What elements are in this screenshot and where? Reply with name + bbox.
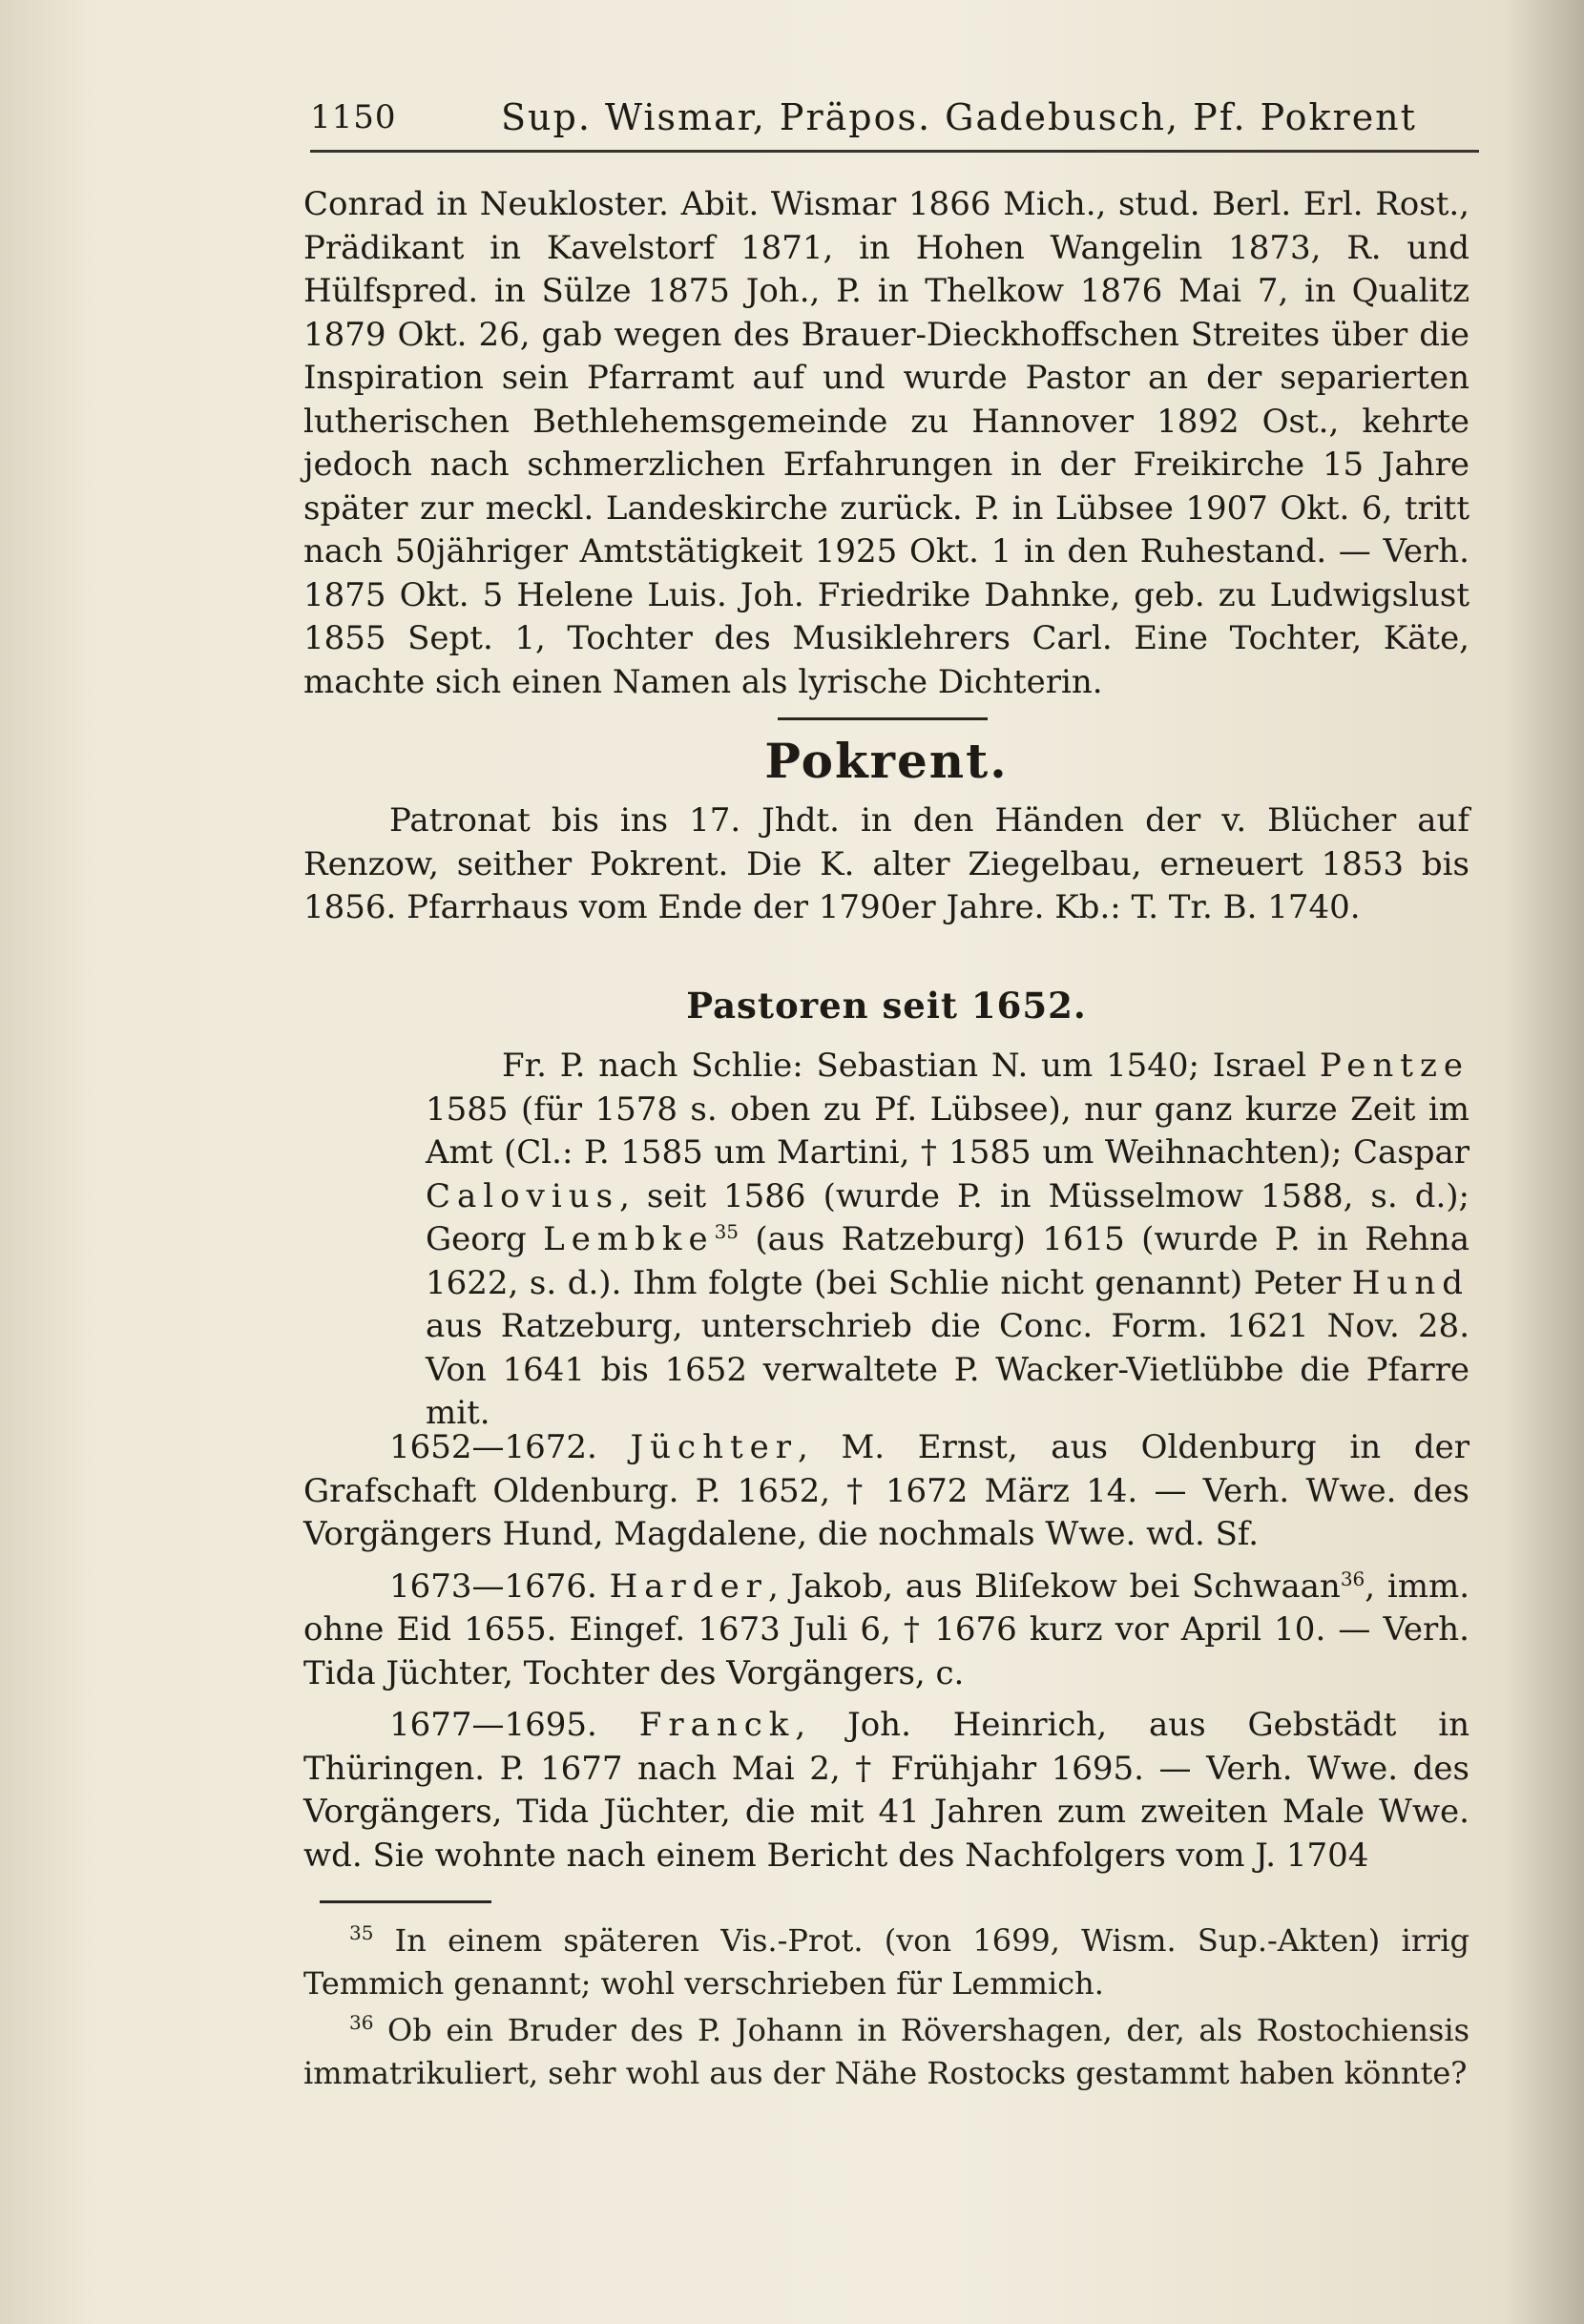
pastor-entry <box>303 1426 1469 1557</box>
note-text: 1585 (für 1578 s. oben zu Pf. Lübsee), nur ganz kurze Zeit im Amt (Cl.: P. 1585 um Martini, † 1585 um Weihnachten); Caspar <box>426 1089 1469 1172</box>
pastor-entry <box>303 1566 1469 1696</box>
pastor-name: Lembke <box>543 1220 715 1258</box>
section-intro <box>303 799 1469 930</box>
pastor-name: Hund <box>1351 1263 1469 1302</box>
entry-years: 1677—1695. <box>389 1706 639 1744</box>
intro-paragraph: Patronat bis ins 17. Jhdt. in den Händen der v. Blücher auf Renzow, seither Pokrent. Die K. alter Ziegelbau, erneuert 1853 bis 1856. Pfarrhaus vom Ende der 1790er Jahre. Kb.: T. Tr. B. 1740. <box>303 801 1469 926</box>
entry-text: , imm. ohne Eid 1655. Eingef. 1673 Juli 6, † 1676 kurz vor April 10. — Verh. Tida Jüchter, Tochter des Vorgängers, c. <box>303 1567 1470 1692</box>
earlier-pastors-note <box>426 1045 1469 1436</box>
pastor-name: Jüchter <box>630 1428 799 1466</box>
pastor-entry <box>303 1704 1469 1878</box>
note-text: Fr. P. nach Schlie: Sebastian N. um 1540; Israel <box>502 1047 1320 1085</box>
footnote <box>303 1919 1469 2005</box>
entry-text: , Jakob, aus Bliſekow bei Schwaan <box>767 1567 1341 1606</box>
entry-years: 1652—1672. <box>389 1428 631 1466</box>
section-title: Pokrent. <box>764 733 1009 789</box>
page-header <box>310 91 1479 153</box>
footnote-ref: 36 <box>1340 1567 1365 1590</box>
entry-text: , M. Ernst, aus Oldenburg in der Grafschaft Oldenburg. P. 1652, † 1672 März 14. — Verh. Wwe. des Vorgängers Hund, Magdalene, die nochmals Wwe. wd. Sf. <box>303 1428 1469 1553</box>
pastor-name: Harder <box>609 1567 768 1606</box>
note-text: aus Ratzeburg, unterschrieb die Conc. Form. 1621 Nov. 28. Von 1641 bis 1652 verwaltete P. Wacker-Vietlübbe die Pfarre mit. <box>426 1307 1469 1432</box>
footnote <box>303 2009 1469 2095</box>
footnote-mark: 36 <box>349 2011 374 2034</box>
footnote-ref: 35 <box>714 1220 740 1243</box>
footnote-rule <box>320 1900 491 1903</box>
note-text: (aus Ratzeburg) 1615 (wurde P. in Rehna 1622, s. d.). Ihm folgte (bei Schlie nicht genannt) Peter <box>426 1220 1470 1302</box>
continuation-text <box>303 183 1469 704</box>
pastors-subheading: Pastoren seit 1652. <box>686 985 1087 1027</box>
footnote-mark: 35 <box>349 1921 374 1944</box>
pastor-name: Franck <box>638 1706 796 1744</box>
footnote-text: Ob ein Bruder des P. Johann in Rövershagen, der, als Rostochiensis immatrikuliert, sehr wohl aus der Nähe Rostocks gestammt haben könnte? <box>303 2012 1469 2091</box>
running-title: Sup. Wismar, Präpos. Gadebusch, Pf. Pokrent <box>501 96 1417 138</box>
continuation-paragraph: Conrad in Neukloster. Abit. Wismar 1866 Mich., stud. Berl. Erl. Rost., Prädikant in Kavelstorf 1871, in Hohen Wangelin 1873, R. und Hülfspred. in Sülze 1875 Joh., P. in Thelkow 1876 Mai 7, in Qualitz 1879 Okt. 26, gab wegen des Brauer-Dieckhoffschen Streites über die Inspiration sein Pfarramt auf und wurde Pastor an der separierten lutherischen Bethlehemsgemeinde zu Hannover 1892 Ost., kehrte jedoch nach schmerzlichen Erfahrungen in der Freikirche 15 Jahre später zur meckl. Landeskirche zurück. P. in Lübsee 1907 Okt. 6, tritt nach 50jähriger Amtstätigkeit 1925 Okt. 1 in den Ruhestand. — Verh. 1875 Okt. 5 Helene Luis. Joh. Friedrike Dahnke, geb. zu Ludwigslust 1855 Sept. 1, Tochter des Musiklehrers Carl. Eine Tochter, Käte, machte sich einen Namen als lyrische Dichterin. <box>303 185 1469 701</box>
pastor-name: Pentze <box>1319 1047 1469 1085</box>
pastor-entries <box>303 1426 1469 1886</box>
earlier-pastors-paragraph <box>426 1045 1469 1436</box>
pastor-name: Calovius <box>426 1176 620 1215</box>
section-divider <box>778 717 988 720</box>
page-number: 1150 <box>310 98 397 136</box>
footnote-text: In einem späteren Vis.-Prot. (von 1699, Wism. Sup.-Akten) irrig Temmich genannt; wohl verschrieben für Lemmich. <box>303 1922 1469 2002</box>
entry-text: , Joh. Heinrich, aus Gebstädt in Thüringen. P. 1677 nach Mai 2, † Frühjahr 1695. — Verh. Wwe. des Vorgängers, Tida Jüchter, die mit 41 Jahren zum zweiten Male Wwe. wd. Sie wohnte nach einem Bericht des Nachfolgers vom J. 1704 <box>303 1706 1470 1875</box>
entry-years: 1673—1676. <box>389 1567 610 1606</box>
note-text: , seit 1586 (wurde P. in Müsselmow 1588, s. d.); Georg <box>426 1176 1469 1258</box>
footnotes <box>303 1919 1469 2099</box>
